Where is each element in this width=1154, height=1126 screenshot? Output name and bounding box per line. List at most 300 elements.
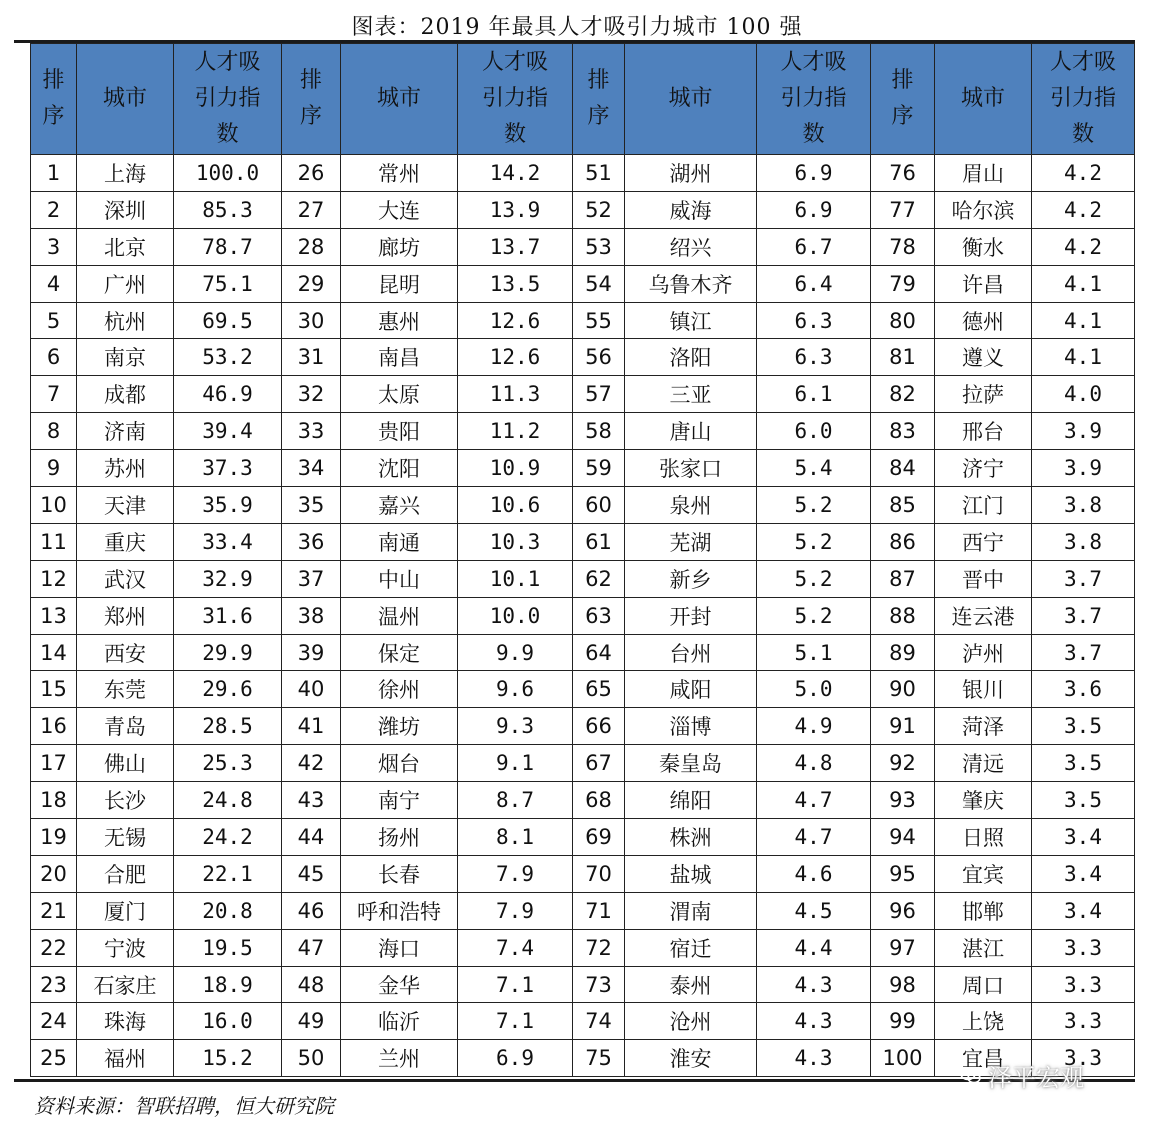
rank-cell: 78 [871, 228, 935, 265]
index-cell: 9.3 [458, 708, 573, 745]
rank-cell: 51 [573, 155, 625, 192]
rank-cell: 58 [573, 413, 625, 450]
rank-cell: 83 [871, 413, 935, 450]
city-cell: 嘉兴 [341, 487, 458, 524]
index-cell: 4.1 [1032, 265, 1135, 302]
index-cell: 4.7 [757, 819, 871, 856]
rank-cell: 88 [871, 597, 935, 634]
index-cell: 3.4 [1032, 855, 1135, 892]
index-cell: 10.3 [458, 523, 573, 560]
city-cell: 眉山 [935, 155, 1032, 192]
rank-cell: 19 [31, 819, 77, 856]
rank-cell: 35 [282, 487, 341, 524]
index-cell: 20.8 [174, 892, 282, 929]
table-row [31, 597, 1135, 634]
header-city: 城市 [341, 44, 458, 155]
table-row [31, 523, 1135, 560]
city-cell: 晋中 [935, 560, 1032, 597]
index-cell: 32.9 [174, 560, 282, 597]
index-cell: 11.2 [458, 413, 573, 450]
header-index: 人才吸引力指数 [458, 44, 573, 155]
table-title: 图表：2019 年最具人才吸引力城市 100 强 [351, 15, 803, 40]
rank-cell: 99 [871, 1003, 935, 1040]
rank-cell: 41 [282, 708, 341, 745]
city-cell: 无锡 [77, 819, 174, 856]
city-cell: 张家口 [625, 450, 757, 487]
rank-cell: 20 [31, 855, 77, 892]
index-cell: 3.8 [1032, 487, 1135, 524]
index-cell: 5.2 [757, 487, 871, 524]
rank-cell: 57 [573, 376, 625, 413]
index-cell: 29.6 [174, 671, 282, 708]
rank-cell: 13 [31, 597, 77, 634]
rank-cell: 66 [573, 708, 625, 745]
index-cell: 3.7 [1032, 560, 1135, 597]
city-cell: 长春 [341, 855, 458, 892]
index-cell: 6.9 [757, 191, 871, 228]
city-cell: 上海 [77, 155, 174, 192]
city-cell: 宜昌 [935, 1040, 1032, 1077]
index-cell: 12.6 [458, 302, 573, 339]
index-cell: 4.3 [757, 966, 871, 1003]
table-row [31, 966, 1135, 1003]
city-cell: 秦皇岛 [625, 745, 757, 782]
rank-cell: 94 [871, 819, 935, 856]
city-cell: 重庆 [77, 523, 174, 560]
rank-cell: 43 [282, 782, 341, 819]
ranking-table [30, 43, 1135, 1077]
city-cell: 西安 [77, 634, 174, 671]
rank-cell: 100 [871, 1040, 935, 1077]
rank-cell: 7 [31, 376, 77, 413]
rank-cell: 95 [871, 855, 935, 892]
city-cell: 芜湖 [625, 523, 757, 560]
city-cell: 合肥 [77, 855, 174, 892]
index-cell: 3.5 [1032, 708, 1135, 745]
rank-cell: 9 [31, 450, 77, 487]
index-cell: 24.8 [174, 782, 282, 819]
table-row [31, 450, 1135, 487]
city-cell: 大连 [341, 191, 458, 228]
header-row [31, 44, 1135, 155]
rank-cell: 42 [282, 745, 341, 782]
index-cell: 13.7 [458, 228, 573, 265]
table-row [31, 339, 1135, 376]
table-row [31, 892, 1135, 929]
source-note: 资料来源：智联招聘，恒大研究院 [34, 1094, 334, 1118]
rank-cell: 86 [871, 523, 935, 560]
rank-cell: 27 [282, 191, 341, 228]
index-cell: 31.6 [174, 597, 282, 634]
index-cell: 9.6 [458, 671, 573, 708]
index-cell: 8.7 [458, 782, 573, 819]
table-row [31, 487, 1135, 524]
rank-cell: 97 [871, 929, 935, 966]
index-cell: 46.9 [174, 376, 282, 413]
city-cell: 南京 [77, 339, 174, 376]
city-cell: 周口 [935, 966, 1032, 1003]
rank-cell: 21 [31, 892, 77, 929]
city-cell: 湖州 [625, 155, 757, 192]
index-cell: 5.2 [757, 523, 871, 560]
city-cell: 常州 [341, 155, 458, 192]
rank-cell: 46 [282, 892, 341, 929]
index-cell: 10.9 [458, 450, 573, 487]
table-row [31, 929, 1135, 966]
city-cell: 廊坊 [341, 228, 458, 265]
index-cell: 4.2 [1032, 191, 1135, 228]
city-cell: 苏州 [77, 450, 174, 487]
rank-cell: 16 [31, 708, 77, 745]
city-cell: 济南 [77, 413, 174, 450]
rank-cell: 92 [871, 745, 935, 782]
index-cell: 6.4 [757, 265, 871, 302]
index-cell: 6.1 [757, 376, 871, 413]
city-cell: 石家庄 [77, 966, 174, 1003]
city-cell: 淄博 [625, 708, 757, 745]
city-cell: 武汉 [77, 560, 174, 597]
rank-cell: 67 [573, 745, 625, 782]
index-cell: 3.3 [1032, 1003, 1135, 1040]
index-cell: 53.2 [174, 339, 282, 376]
header-city: 城市 [935, 44, 1032, 155]
index-cell: 3.5 [1032, 745, 1135, 782]
city-cell: 三亚 [625, 376, 757, 413]
index-cell: 4.2 [1032, 228, 1135, 265]
rank-cell: 77 [871, 191, 935, 228]
index-cell: 3.3 [1032, 1040, 1135, 1077]
index-cell: 4.8 [757, 745, 871, 782]
city-cell: 潍坊 [341, 708, 458, 745]
index-cell: 13.5 [458, 265, 573, 302]
city-cell: 镇江 [625, 302, 757, 339]
city-cell: 绍兴 [625, 228, 757, 265]
city-cell: 杭州 [77, 302, 174, 339]
rank-cell: 17 [31, 745, 77, 782]
index-cell: 13.9 [458, 191, 573, 228]
city-cell: 海口 [341, 929, 458, 966]
rank-cell: 44 [282, 819, 341, 856]
city-cell: 渭南 [625, 892, 757, 929]
index-cell: 4.1 [1032, 302, 1135, 339]
city-cell: 贵阳 [341, 413, 458, 450]
index-cell: 33.4 [174, 523, 282, 560]
rank-cell: 54 [573, 265, 625, 302]
index-cell: 3.5 [1032, 782, 1135, 819]
rank-cell: 72 [573, 929, 625, 966]
city-cell: 江门 [935, 487, 1032, 524]
city-cell: 唐山 [625, 413, 757, 450]
city-cell: 株洲 [625, 819, 757, 856]
table-row [31, 671, 1135, 708]
header-index: 人才吸引力指数 [1032, 44, 1135, 155]
city-cell: 南通 [341, 523, 458, 560]
rank-cell: 12 [31, 560, 77, 597]
index-cell: 9.1 [458, 745, 573, 782]
index-cell: 5.4 [757, 450, 871, 487]
index-cell: 7.4 [458, 929, 573, 966]
index-cell: 8.1 [458, 819, 573, 856]
wechat-icon [960, 1067, 982, 1085]
rank-cell: 31 [282, 339, 341, 376]
city-cell: 许昌 [935, 265, 1032, 302]
index-cell: 5.1 [757, 634, 871, 671]
city-cell: 天津 [77, 487, 174, 524]
city-cell: 徐州 [341, 671, 458, 708]
index-cell: 3.7 [1032, 597, 1135, 634]
index-cell: 37.3 [174, 450, 282, 487]
rank-cell: 63 [573, 597, 625, 634]
table-row [31, 155, 1135, 192]
city-cell: 开封 [625, 597, 757, 634]
city-cell: 宜宾 [935, 855, 1032, 892]
city-cell: 西宁 [935, 523, 1032, 560]
rank-cell: 59 [573, 450, 625, 487]
rank-cell: 81 [871, 339, 935, 376]
rank-cell: 65 [573, 671, 625, 708]
rank-cell: 34 [282, 450, 341, 487]
table-row [31, 819, 1135, 856]
table-body [31, 155, 1135, 1077]
city-cell: 惠州 [341, 302, 458, 339]
city-cell: 泸州 [935, 634, 1032, 671]
index-cell: 9.9 [458, 634, 573, 671]
index-cell: 3.6 [1032, 671, 1135, 708]
index-cell: 10.1 [458, 560, 573, 597]
rank-cell: 18 [31, 782, 77, 819]
index-cell: 100.0 [174, 155, 282, 192]
index-cell: 19.5 [174, 929, 282, 966]
rank-cell: 29 [282, 265, 341, 302]
rank-cell: 49 [282, 1003, 341, 1040]
city-cell: 清远 [935, 745, 1032, 782]
city-cell: 泉州 [625, 487, 757, 524]
index-cell: 4.0 [1032, 376, 1135, 413]
city-cell: 扬州 [341, 819, 458, 856]
rank-cell: 75 [573, 1040, 625, 1077]
city-cell: 临沂 [341, 1003, 458, 1040]
rank-cell: 40 [282, 671, 341, 708]
table-row [31, 302, 1135, 339]
rank-cell: 6 [31, 339, 77, 376]
index-cell: 28.5 [174, 708, 282, 745]
city-cell: 青岛 [77, 708, 174, 745]
rank-cell: 47 [282, 929, 341, 966]
city-cell: 盐城 [625, 855, 757, 892]
table-row [31, 634, 1135, 671]
index-cell: 14.2 [458, 155, 573, 192]
table-row [31, 376, 1135, 413]
rank-cell: 55 [573, 302, 625, 339]
rank-cell: 24 [31, 1003, 77, 1040]
city-cell: 太原 [341, 376, 458, 413]
rank-cell: 38 [282, 597, 341, 634]
index-cell: 16.0 [174, 1003, 282, 1040]
city-cell: 保定 [341, 634, 458, 671]
index-cell: 7.1 [458, 1003, 573, 1040]
city-cell: 东莞 [77, 671, 174, 708]
index-cell: 3.4 [1032, 819, 1135, 856]
header-city: 城市 [77, 44, 174, 155]
index-cell: 24.2 [174, 819, 282, 856]
header-rank: 排序 [282, 44, 341, 155]
rank-cell: 26 [282, 155, 341, 192]
city-cell: 北京 [77, 228, 174, 265]
rank-cell: 3 [31, 228, 77, 265]
rank-cell: 79 [871, 265, 935, 302]
index-cell: 10.0 [458, 597, 573, 634]
rank-cell: 50 [282, 1040, 341, 1077]
rank-cell: 36 [282, 523, 341, 560]
index-cell: 3.4 [1032, 892, 1135, 929]
city-cell: 南宁 [341, 782, 458, 819]
city-cell: 宁波 [77, 929, 174, 966]
index-cell: 6.3 [757, 302, 871, 339]
rank-cell: 74 [573, 1003, 625, 1040]
rank-cell: 82 [871, 376, 935, 413]
rank-cell: 89 [871, 634, 935, 671]
index-cell: 69.5 [174, 302, 282, 339]
city-cell: 金华 [341, 966, 458, 1003]
index-cell: 35.9 [174, 487, 282, 524]
index-cell: 7.1 [458, 966, 573, 1003]
city-cell: 菏泽 [935, 708, 1032, 745]
city-cell: 上饶 [935, 1003, 1032, 1040]
city-cell: 广州 [77, 265, 174, 302]
rank-cell: 4 [31, 265, 77, 302]
city-cell: 衡水 [935, 228, 1032, 265]
index-cell: 75.1 [174, 265, 282, 302]
index-cell: 15.2 [174, 1040, 282, 1077]
city-cell: 宿迁 [625, 929, 757, 966]
city-cell: 新乡 [625, 560, 757, 597]
city-cell: 烟台 [341, 745, 458, 782]
rank-cell: 1 [31, 155, 77, 192]
rank-cell: 56 [573, 339, 625, 376]
header-index: 人才吸引力指数 [174, 44, 282, 155]
index-cell: 3.9 [1032, 413, 1135, 450]
rank-cell: 5 [31, 302, 77, 339]
rank-cell: 45 [282, 855, 341, 892]
table-row [31, 265, 1135, 302]
city-cell: 深圳 [77, 191, 174, 228]
city-cell: 福州 [77, 1040, 174, 1077]
rank-cell: 32 [282, 376, 341, 413]
index-cell: 10.6 [458, 487, 573, 524]
city-cell: 台州 [625, 634, 757, 671]
rank-cell: 14 [31, 634, 77, 671]
rank-cell: 11 [31, 523, 77, 560]
city-cell: 德州 [935, 302, 1032, 339]
table-row [31, 708, 1135, 745]
rank-cell: 15 [31, 671, 77, 708]
index-cell: 3.7 [1032, 634, 1135, 671]
city-cell: 拉萨 [935, 376, 1032, 413]
rank-cell: 39 [282, 634, 341, 671]
rank-cell: 76 [871, 155, 935, 192]
rank-cell: 23 [31, 966, 77, 1003]
index-cell: 5.0 [757, 671, 871, 708]
index-cell: 6.3 [757, 339, 871, 376]
city-cell: 长沙 [77, 782, 174, 819]
rank-cell: 25 [31, 1040, 77, 1077]
rank-cell: 52 [573, 191, 625, 228]
index-cell: 39.4 [174, 413, 282, 450]
rank-cell: 84 [871, 450, 935, 487]
city-cell: 威海 [625, 191, 757, 228]
city-cell: 泰州 [625, 966, 757, 1003]
table-row [31, 855, 1135, 892]
rank-cell: 85 [871, 487, 935, 524]
table-row [31, 413, 1135, 450]
city-cell: 南昌 [341, 339, 458, 376]
index-cell: 85.3 [174, 191, 282, 228]
index-cell: 18.9 [174, 966, 282, 1003]
rank-cell: 30 [282, 302, 341, 339]
index-cell: 4.7 [757, 782, 871, 819]
city-cell: 遵义 [935, 339, 1032, 376]
index-cell: 4.6 [757, 855, 871, 892]
rank-cell: 90 [871, 671, 935, 708]
index-cell: 4.4 [757, 929, 871, 966]
city-cell: 日照 [935, 819, 1032, 856]
index-cell: 3.3 [1032, 966, 1135, 1003]
rank-cell: 53 [573, 228, 625, 265]
city-cell: 佛山 [77, 745, 174, 782]
index-cell: 3.3 [1032, 929, 1135, 966]
index-cell: 5.2 [757, 597, 871, 634]
index-cell: 4.5 [757, 892, 871, 929]
city-cell: 兰州 [341, 1040, 458, 1077]
rank-cell: 96 [871, 892, 935, 929]
city-cell: 珠海 [77, 1003, 174, 1040]
index-cell: 4.3 [757, 1003, 871, 1040]
index-cell: 6.7 [757, 228, 871, 265]
city-cell: 连云港 [935, 597, 1032, 634]
city-cell: 呼和浩特 [341, 892, 458, 929]
city-cell: 洛阳 [625, 339, 757, 376]
city-cell: 咸阳 [625, 671, 757, 708]
city-cell: 乌鲁木齐 [625, 265, 757, 302]
table-row [31, 560, 1135, 597]
index-cell: 6.0 [757, 413, 871, 450]
index-cell: 11.3 [458, 376, 573, 413]
rank-cell: 91 [871, 708, 935, 745]
rank-cell: 69 [573, 819, 625, 856]
table-row [31, 782, 1135, 819]
rank-cell: 62 [573, 560, 625, 597]
index-cell: 3.8 [1032, 523, 1135, 560]
table-row [31, 191, 1135, 228]
rank-cell: 37 [282, 560, 341, 597]
index-cell: 29.9 [174, 634, 282, 671]
rank-cell: 73 [573, 966, 625, 1003]
watermark-text: 泽平宏观 [988, 1064, 1084, 1092]
index-cell: 3.9 [1032, 450, 1135, 487]
city-cell: 中山 [341, 560, 458, 597]
city-cell: 湛江 [935, 929, 1032, 966]
watermark [960, 1058, 1084, 1093]
index-cell: 22.1 [174, 855, 282, 892]
header-rank: 排序 [871, 44, 935, 155]
rank-cell: 48 [282, 966, 341, 1003]
rank-cell: 64 [573, 634, 625, 671]
index-cell: 12.6 [458, 339, 573, 376]
index-cell: 4.3 [757, 1040, 871, 1077]
header-index: 人才吸引力指数 [757, 44, 871, 155]
city-cell: 成都 [77, 376, 174, 413]
index-cell: 4.9 [757, 708, 871, 745]
